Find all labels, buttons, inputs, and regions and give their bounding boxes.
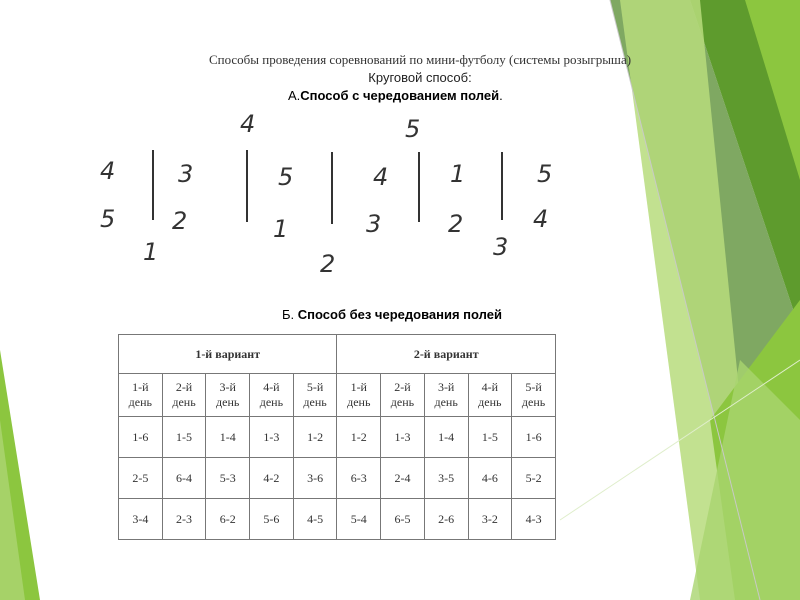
day-header [250,374,294,417]
day-header [424,374,468,417]
diagram-number: 3 [366,210,382,238]
method-a-prefix: А. [288,88,301,103]
pairing-cell: 1-3 [381,417,425,458]
day-word: день [172,395,196,409]
method-b-prefix: Б. [282,307,298,322]
day-word: день [434,395,458,409]
pairing-cell: 1-4 [206,417,250,458]
table-row [119,499,556,540]
diagram-number: 3 [178,160,194,188]
day-header [119,374,163,417]
pairing-cell: 2-3 [162,499,206,540]
pairing-cell: 6-5 [381,499,425,540]
day-number: 5-й [306,380,324,394]
pairing-cell: 1-2 [293,417,337,458]
day-word: день [390,395,415,409]
diagram-number: 4 [533,205,549,233]
method-b-heading [282,307,502,322]
table-row [119,417,556,458]
diagram-number: 4 [240,110,256,138]
day-header [512,374,556,417]
diagram-number: 5 [278,163,294,191]
diagram-number: 5 [405,115,421,143]
diagram-divider [418,152,420,222]
variant-2-header: 2-й вариант [337,335,556,374]
pairing-cell: 3-2 [468,499,512,540]
diagram-number: 4 [373,163,389,191]
pairing-cell: 1-3 [250,417,294,458]
pairing-cell: 3-6 [293,458,337,499]
diagram-number: 1 [143,238,159,266]
day-word: день [521,395,546,409]
slide-subtitle: Круговой способ: [368,70,472,85]
pairing-cell: 1-2 [337,417,381,458]
day-number: 2-й [394,380,411,394]
method-a-heading [288,88,503,103]
diagram-divider [246,150,248,222]
diagram-divider [501,152,503,220]
day-number: 1-й [132,380,149,394]
schedule-table [118,334,556,540]
day-number: 3-й [219,380,236,394]
schedule-body [119,417,556,540]
pairing-cell: 5-3 [206,458,250,499]
day-header [293,374,337,417]
pairing-cell: 6-2 [206,499,250,540]
day-number: 3-й [437,380,455,394]
diagram-number: 2 [320,250,336,278]
diagram-number: 5 [100,205,116,233]
day-number: 4-й [481,380,499,394]
diagram-number: 1 [450,160,466,188]
day-word: день [478,395,502,409]
diagram-number: 2 [172,207,188,235]
pairing-cell: 3-4 [119,499,163,540]
day-word: день [303,395,327,409]
diagram-number: 4 [100,157,116,185]
day-number: 4-й [263,380,280,394]
pairing-cell: 1-5 [468,417,512,458]
day-word: день [347,395,371,409]
day-word: день [216,395,240,409]
day-word: день [128,395,152,409]
day-header [468,374,512,417]
pairing-cell: 3-5 [424,458,468,499]
diagram-number: 1 [273,215,289,243]
slide-title: Способы проведения соревнований по мини-футболу (системы розыгрыша) [208,52,632,67]
pairing-cell: 5-2 [512,458,556,499]
pairing-cell: 5-6 [250,499,294,540]
day-header [381,374,425,417]
pairing-cell: 6-4 [162,458,206,499]
pairing-cell: 4-3 [512,499,556,540]
day-header [206,374,250,417]
pairing-cell: 1-4 [424,417,468,458]
day-number: 2-й [175,380,193,394]
table-row [119,458,556,499]
day-header-row [119,374,556,417]
method-a-suffix: . [499,88,503,103]
pairing-cell: 5-4 [337,499,381,540]
day-word: день [259,395,284,409]
pairing-cell: 1-6 [119,417,163,458]
day-header [337,374,381,417]
pairing-cell: 2-4 [381,458,425,499]
pairing-cell: 4-5 [293,499,337,540]
pairing-cell: 2-6 [424,499,468,540]
day-header [162,374,206,417]
method-a-label: Способ с чередованием полей [300,88,500,103]
pairing-cell: 1-6 [512,417,556,458]
diagram-number: 2 [448,210,464,238]
diagram-number: 5 [537,160,553,188]
day-number: 1-й [350,380,367,394]
pairing-cell: 4-2 [250,458,294,499]
method-b-label: Способ без чередования полей [297,307,502,322]
diagram-divider [331,152,333,224]
day-number: 5-й [525,380,542,394]
variant-header-row [119,335,556,374]
pairing-cell: 1-5 [162,417,206,458]
variant-1-header: 1-й вариант [119,335,337,374]
diagram-number: 3 [493,233,509,261]
pairing-cell: 4-6 [468,458,512,499]
pairing-cell: 2-5 [119,458,163,499]
diagram-divider [152,150,154,220]
pairing-cell: 6-3 [337,458,381,499]
